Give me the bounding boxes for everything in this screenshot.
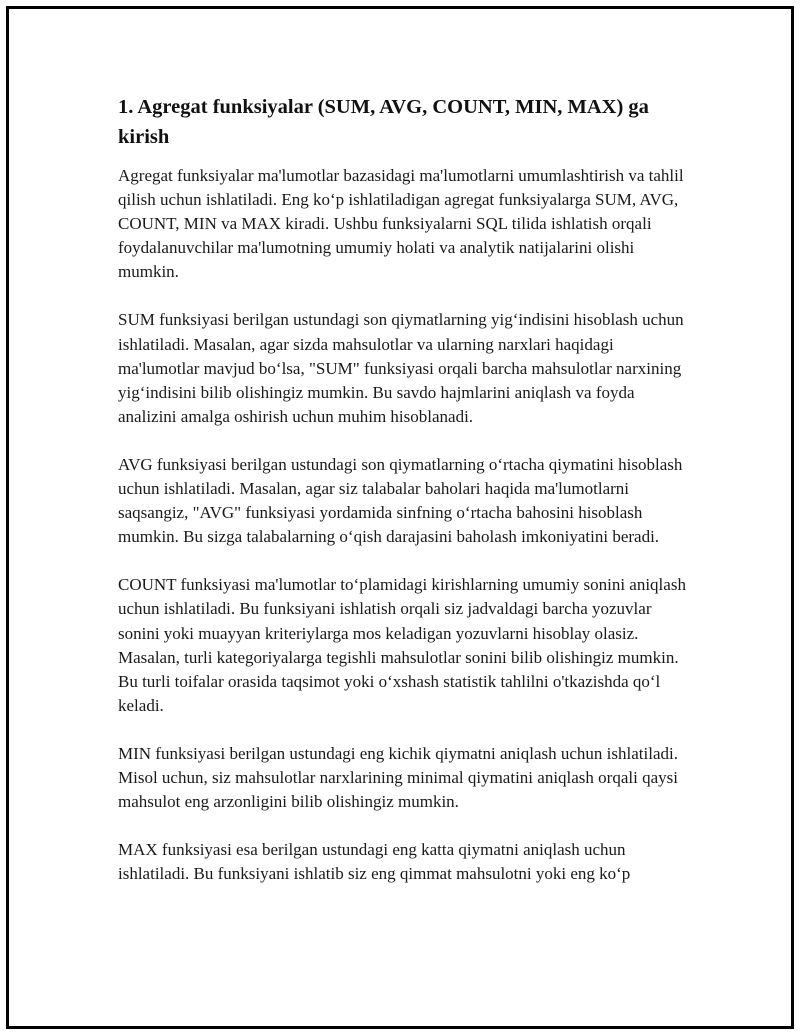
paragraph-min: MIN funksiyasi berilgan ustundagi eng kichik qiymatni aniqlash uchun ishlatiladi. Misol uchun, siz mahsulotlar narxlarining minimal qiymatini aniqlash orqali qaysi mahsulot eng arzonligini bilib olishingiz mumkin. (118, 743, 678, 812)
section-heading: 1. Agregat funksiyalar (SUM, AVG, COUNT, MIN, MAX) ga kirish (118, 96, 649, 148)
paragraph-sum: SUM funksiyasi berilgan ustundagi son qiymatlarning yig‘indisini hisoblash uchun ishlatiladi. Masalan, agar sizda mahsulotlar va ularning narxlari haqidagi ma'lumotlar mavjud bo‘lsa, "SUM" funksiyasi orqali barcha mahsulotlar narxining yig‘indisini bilib olishingiz mumkin. Bu savdo hajmlarini aniqlash va foyda analizini amalga oshirish uchun muhim hisoblanadi. (118, 310, 684, 426)
paragraph-avg: AVG funksiyasi berilgan ustundagi son qiymatlarning o‘rtacha qiymatini hisoblash uchun ishlatiladi. Masalan, agar siz talabalar baholari haqida ma'lumotlarni saqsangiz, "AVG" funksiyasi yordamida sinfning o‘rtacha bahosini hisoblash mumkin. Bu sizga talabalarning o‘qish darajasini baholash imkoniyatini beradi. (118, 454, 683, 547)
document-body (118, 92, 688, 910)
paragraph-max: MAX funksiyasi esa berilgan ustundagi eng katta qiymatni aniqlash uchun ishlatiladi. Bu funksiyani ishlatib siz eng qimmat mahsulotni yoki eng ko‘p (118, 840, 631, 884)
paragraph-intro: Agregat funksiyalar ma'lumotlar bazasidagi ma'lumotlarni umumlashtirish va tahlil qilish uchun ishlatiladi. Eng ko‘p ishlatiladigan agregat funksiyalarga SUM, AVG, COUNT, MIN va MAX kiradi. Ushbu funksiyalarni SQL tilida ishlatish orqali foydalanuvchilar ma'lumotning umumiy holati va analytik natijalarini olishi mumkin. (118, 166, 684, 282)
paragraph-count: COUNT funksiyasi ma'lumotlar to‘plamidagi kirishlarning umumiy sonini aniqlash uchun ishlatiladi. Bu funksiyani ishlatish orqali siz jadvaldagi barcha yozuvlar sonini yoki muayyan kriteriylarga mos keladigan yozuvlarni hisoblay olasiz. Masalan, turli kategoriyalarga tegishli mahsulotlar sonini bilib olishingiz mumkin. Bu turli toifalar orasida taqsimot yoki o‘xshash statistik tahlilni o'tkazishda qo‘l keladi. (118, 575, 686, 715)
